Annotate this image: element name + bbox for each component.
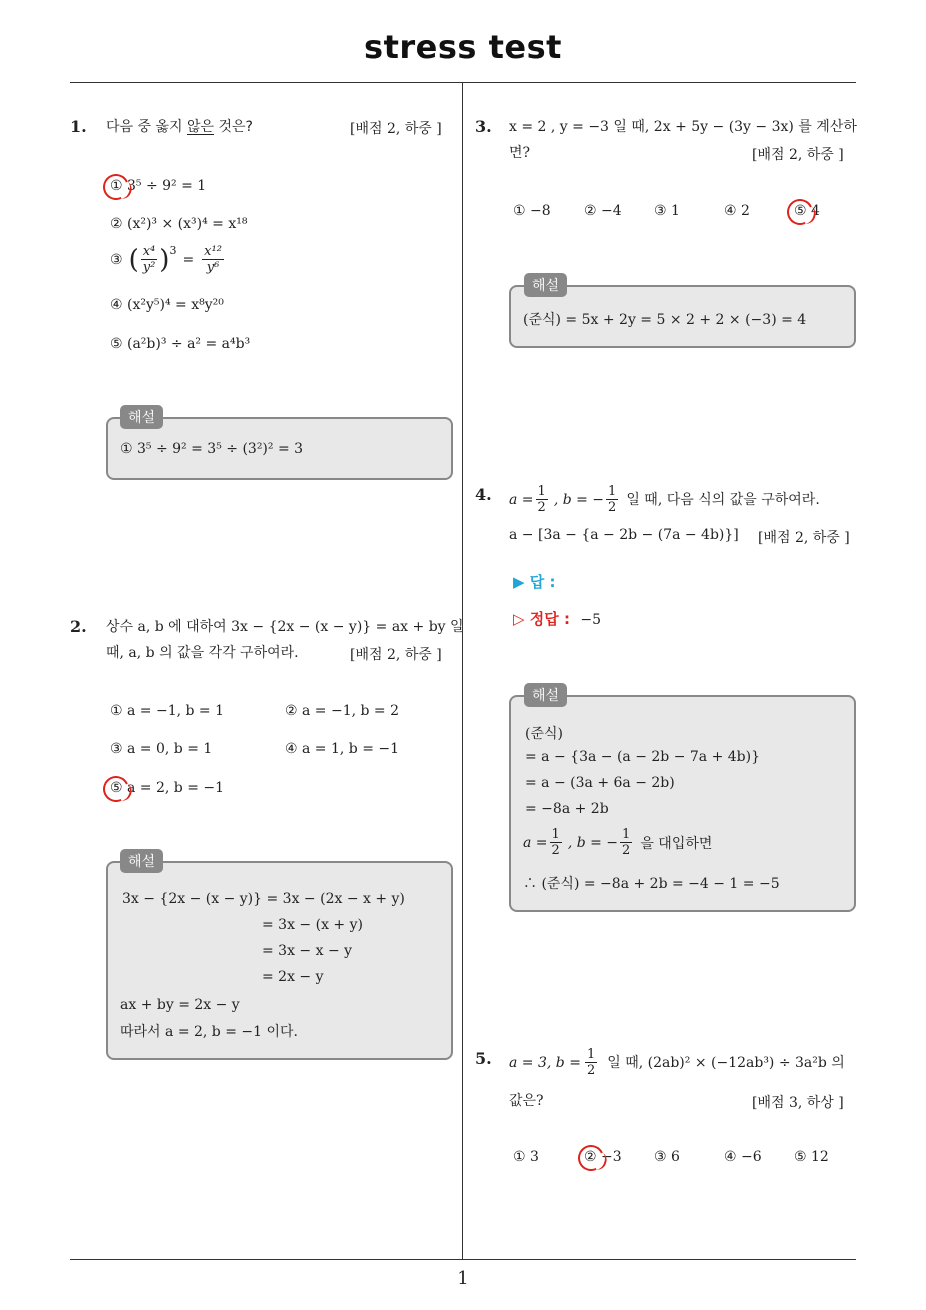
- question-text-line-1: 상수 a, b 에 대하여 3x − {2x − (x − y)} = ax + by 일: [106, 619, 464, 635]
- option-4[interactable]: ④ −6: [724, 1149, 762, 1165]
- option-2[interactable]: ② −3: [584, 1149, 622, 1165]
- explanation-tag: 해설: [524, 273, 567, 297]
- option-2[interactable]: ② (x²)³ × (x³)⁴ = x¹⁸: [110, 216, 248, 232]
- column-divider: [462, 83, 463, 1260]
- explanation-line: ax + by = 2x − y: [120, 997, 240, 1013]
- question-text: 다음 중 옳지 않은 것은?: [106, 119, 253, 135]
- question-text-line-2: 때, a, b 의 값을 각각 구하여라.: [106, 645, 299, 661]
- option-1[interactable]: ① a = −1, b = 1: [110, 703, 225, 719]
- option-5[interactable]: ⑤ 12: [794, 1149, 829, 1165]
- option-4[interactable]: ④ (x²y⁵)⁴ = x⁸y²⁰: [110, 297, 224, 313]
- explanation-line: 따라서 a = 2, b = −1 이다.: [120, 1024, 298, 1040]
- explanation-line: (준식): [525, 726, 563, 742]
- explanation-line: = 3x − x − y: [262, 943, 353, 959]
- question-meta: [배점 2, 하중 ]: [350, 121, 442, 137]
- question-text-line-2: 값은?: [509, 1093, 544, 1109]
- question-text: a = $\frac{1}{2}$ , b = − $\frac{1}{2}$ 일 때, 다음 식의 값을 구하여라.: [509, 484, 820, 515]
- explanation-line: = 3x − (x + y): [262, 917, 363, 933]
- question-text-line-1: a = 3, b = $\frac{1}{2}$ 일 때, (2ab)² × (−12ab³) ÷ 3a²b 의: [509, 1047, 845, 1078]
- option-2[interactable]: ② −4: [584, 203, 622, 219]
- question-meta: [배점 3, 하상 ]: [752, 1095, 844, 1111]
- explanation-substitution: a = $\frac{1}{2}$ , b = − $\frac{1}{2}$ 을 대입하면: [523, 827, 713, 858]
- answer-circle-mark: [99, 170, 132, 203]
- explanation-tag: 해설: [524, 683, 567, 707]
- option-5[interactable]: ⑤ (a²b)³ ÷ a² = a⁴b³: [110, 336, 251, 352]
- option-3[interactable]: ③ a = 0, b = 1: [110, 741, 213, 757]
- question-text-line-1: x = 2 , y = −3 일 때, 2x + 5y − (3y − 3x) 를 계산하: [509, 119, 857, 135]
- question-text-line-2: 면?: [509, 145, 531, 161]
- question-meta: [배점 2, 하중 ]: [752, 147, 844, 163]
- explanation-line: = a − {3a − (a − 2b − 7a + 4b)}: [525, 749, 761, 765]
- option-4[interactable]: ④ 2: [724, 203, 750, 219]
- explanation-line: ① 3⁵ ÷ 9² = 3⁵ ÷ (3²)² = 3: [120, 441, 304, 457]
- option-3[interactable]: ③ 6: [654, 1149, 680, 1165]
- option-2[interactable]: ② a = −1, b = 2: [285, 703, 400, 719]
- question-expression: a − [3a − {a − 2b − (7a − 4b)}]: [509, 527, 739, 543]
- explanation-line: ∴ (준식) = −8a + 2b = −4 − 1 = −5: [523, 876, 780, 892]
- option-5[interactable]: ⑤ 4: [794, 203, 820, 219]
- answer-label: ▶ 답 :: [513, 573, 556, 591]
- option-1[interactable]: ① 3: [513, 1149, 539, 1165]
- option-3[interactable]: ③ 1: [654, 203, 680, 219]
- question-number: 4.: [475, 485, 492, 504]
- top-rule: [70, 82, 856, 83]
- page-number: 1: [457, 1268, 469, 1289]
- answer-circle-mark: [99, 772, 132, 805]
- question-number: 3.: [475, 117, 492, 136]
- option-5[interactable]: ⑤ a = 2, b = −1: [110, 780, 225, 796]
- question-number: 5.: [475, 1049, 492, 1068]
- explanation-line: = a − (3a + 6a − 2b): [525, 775, 675, 791]
- bottom-rule: [70, 1259, 856, 1260]
- question-number: 1.: [70, 117, 87, 136]
- explanation-line: 3x − {2x − (x − y)} = 3x − (2x − x + y): [122, 891, 405, 907]
- explanation-line: (준식) = 5x + 2y = 5 × 2 + 2 × (−3) = 4: [523, 312, 807, 328]
- question-meta: [배점 2, 하중 ]: [758, 530, 850, 546]
- option-4[interactable]: ④ a = 1, b = −1: [285, 741, 400, 757]
- option-3[interactable]: ③ ( $\frac{\text{x⁴}}{\text{y²}}$ ) $^3$ = $\frac{\text{x¹²}}{\text{y⁶}}$: [110, 244, 222, 275]
- option-1[interactable]: ① 3⁵ ÷ 9² = 1: [110, 178, 207, 194]
- question-number: 2.: [70, 617, 87, 636]
- underlined-word: 않은: [186, 119, 215, 135]
- explanation-line: = 2x − y: [262, 969, 324, 985]
- page-title: stress test: [364, 28, 562, 66]
- question-meta: [배점 2, 하중 ]: [350, 647, 442, 663]
- correct-answer: ▷ 정답 : −5: [513, 610, 602, 628]
- explanation-box: [509, 695, 856, 912]
- answer-circle-mark: [574, 1141, 607, 1174]
- explanation-line: = −8a + 2b: [525, 801, 609, 817]
- answer-circle-mark: [783, 195, 816, 228]
- option-1[interactable]: ① −8: [513, 203, 551, 219]
- explanation-tag: 해설: [120, 849, 163, 873]
- explanation-tag: 해설: [120, 405, 163, 429]
- explanation-box: [106, 861, 453, 1060]
